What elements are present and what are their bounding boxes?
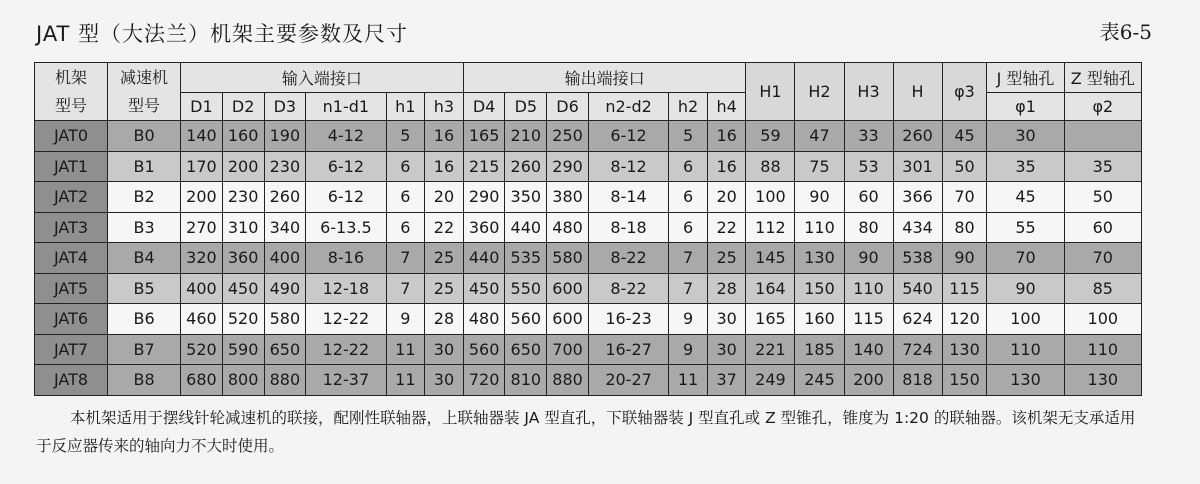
header-H1: H1 (746, 63, 795, 121)
table-cell: 160 (795, 304, 844, 335)
table-cell: 33 (844, 121, 893, 152)
table-cell: 680 (181, 365, 223, 396)
frame-model-cell: JAT0 (35, 121, 108, 152)
reducer-model-cell: B6 (108, 304, 181, 335)
header-D3: D3 (264, 93, 306, 121)
table-cell: 560 (463, 334, 505, 365)
table-cell: 22 (707, 212, 746, 243)
table-cell: 88 (746, 151, 795, 182)
table-cell: 16 (707, 121, 746, 152)
header-H2: H2 (795, 63, 844, 121)
table-cell: 350 (505, 182, 547, 213)
table-cell: 115 (942, 273, 987, 304)
table-cell: 130 (795, 243, 844, 274)
table-cell: 6-12 (588, 121, 668, 152)
table-cell: 130 (1064, 365, 1141, 396)
table-cell: 520 (222, 304, 264, 335)
table-cell: 20 (707, 182, 746, 213)
table-cell: 560 (505, 304, 547, 335)
header-input-interface: 输入端接口 (181, 63, 464, 93)
header-H3: H3 (844, 63, 893, 121)
table-cell: 190 (264, 121, 306, 152)
table-row (35, 243, 1142, 274)
table-cell: 165 (746, 304, 795, 335)
frame-model-cell: JAT2 (35, 182, 108, 213)
table-cell: 400 (264, 243, 306, 274)
table-cell: 6 (386, 212, 425, 243)
table-cell: 25 (425, 273, 464, 304)
table-cell: 535 (505, 243, 547, 274)
header-h2: h2 (669, 93, 708, 121)
table-cell: 150 (942, 365, 987, 396)
table-cell: 90 (942, 243, 987, 274)
table-cell: 53 (844, 151, 893, 182)
table-cell: 45 (942, 121, 987, 152)
table-cell: 100 (987, 304, 1064, 335)
reducer-model-cell: B1 (108, 151, 181, 182)
table-row (35, 121, 1142, 152)
table-cell: 59 (746, 121, 795, 152)
table-cell: 5 (386, 121, 425, 152)
table-cell: 624 (893, 304, 942, 335)
table-cell: 434 (893, 212, 942, 243)
header-h4: h4 (707, 93, 746, 121)
table-cell: 8-16 (306, 243, 386, 274)
table-cell: 12-18 (306, 273, 386, 304)
table-cell: 120 (942, 304, 987, 335)
table-cell: 600 (547, 273, 589, 304)
table-cell: 7 (669, 273, 708, 304)
table-cell: 28 (707, 273, 746, 304)
table-row (35, 182, 1142, 213)
table-cell: 600 (547, 304, 589, 335)
table-cell: 85 (1064, 273, 1141, 304)
table-cell: 6 (669, 212, 708, 243)
header-n2d2: n2-d2 (588, 93, 668, 121)
table-cell: 60 (1064, 212, 1141, 243)
table-cell: 25 (707, 243, 746, 274)
table-cell: 9 (386, 304, 425, 335)
table-cell: 800 (222, 365, 264, 396)
table-cell: 8-18 (588, 212, 668, 243)
table-cell: 340 (264, 212, 306, 243)
header-D6: D6 (547, 93, 589, 121)
table-cell: 580 (547, 243, 589, 274)
table-cell: 150 (795, 273, 844, 304)
footnote: 本机架适用于摆线针轮减速机的联接，配刚性联轴器，上联轴器装 JA 型直孔，下联轴器装 J 型直孔或 Z 型锥孔，锥度为 1:20 的联轴器。该机架无支承适用于反应器传来的轴向力不大时使用。 (36, 409, 1136, 455)
table-cell: 550 (505, 273, 547, 304)
table-cell: 230 (264, 151, 306, 182)
table-cell: 80 (844, 212, 893, 243)
table-cell: 28 (425, 304, 464, 335)
header-frame-model: 机架 型号 (35, 63, 108, 121)
table-cell: 45 (987, 182, 1064, 213)
table-cell: 580 (264, 304, 306, 335)
header-D4: D4 (463, 93, 505, 121)
table-cell: 30 (707, 304, 746, 335)
reducer-model-cell: B5 (108, 273, 181, 304)
table-cell: 245 (795, 365, 844, 396)
reducer-model-cell: B2 (108, 182, 181, 213)
table-cell: 80 (942, 212, 987, 243)
table-cell: 11 (386, 334, 425, 365)
table-cell: 6 (386, 182, 425, 213)
table-cell: 16 (425, 151, 464, 182)
table-cell: 130 (987, 365, 1064, 396)
header-phi3: φ3 (942, 63, 987, 121)
table-cell: 20 (425, 182, 464, 213)
table-cell: 380 (547, 182, 589, 213)
table-row (35, 365, 1142, 396)
table-cell: 30 (987, 121, 1064, 152)
table-cell (1064, 121, 1141, 152)
table-cell: 301 (893, 151, 942, 182)
table-cell: 215 (463, 151, 505, 182)
reducer-model-cell: B0 (108, 121, 181, 152)
table-cell: 249 (746, 365, 795, 396)
table-cell: 100 (1064, 304, 1141, 335)
table-cell: 90 (795, 182, 844, 213)
table-row (35, 151, 1142, 182)
table-cell: 440 (505, 212, 547, 243)
reducer-model-cell: B3 (108, 212, 181, 243)
table-cell: 115 (844, 304, 893, 335)
table-cell: 230 (222, 182, 264, 213)
table-cell: 221 (746, 334, 795, 365)
table-cell: 700 (547, 334, 589, 365)
table-cell: 140 (844, 334, 893, 365)
table-cell: 110 (987, 334, 1064, 365)
table-cell: 6 (669, 182, 708, 213)
table-cell: 200 (222, 151, 264, 182)
table-cell: 112 (746, 212, 795, 243)
table-cell: 360 (222, 243, 264, 274)
table-cell: 8-14 (588, 182, 668, 213)
table-cell: 25 (425, 243, 464, 274)
table-cell: 6-12 (306, 151, 386, 182)
table-cell: 320 (181, 243, 223, 274)
table-cell: 75 (795, 151, 844, 182)
table-cell: 720 (463, 365, 505, 396)
table-cell: 9 (669, 304, 708, 335)
header-H: H (893, 63, 942, 121)
frame-model-cell: JAT8 (35, 365, 108, 396)
header-z-shaft-hole: Z 型轴孔 (1064, 63, 1141, 93)
table-cell: 170 (181, 151, 223, 182)
table-number: 表6-5 (1099, 20, 1152, 44)
table-cell: 724 (893, 334, 942, 365)
frame-model-cell: JAT4 (35, 243, 108, 274)
table-cell: 16 (425, 121, 464, 152)
table-cell: 30 (707, 334, 746, 365)
table-cell: 310 (222, 212, 264, 243)
table-cell: 12-37 (306, 365, 386, 396)
table-cell: 260 (264, 182, 306, 213)
table-body (35, 121, 1142, 396)
header-h3: h3 (425, 93, 464, 121)
table-cell: 6 (386, 151, 425, 182)
table-cell: 8-12 (588, 151, 668, 182)
table-cell: 110 (844, 273, 893, 304)
table-cell: 9 (669, 334, 708, 365)
reducer-model-cell: B4 (108, 243, 181, 274)
header-reducer-model: 减速机 型号 (108, 63, 181, 121)
table-cell: 480 (547, 212, 589, 243)
table-cell: 7 (669, 243, 708, 274)
page-title: JAT 型（大法兰）机架主要参数及尺寸 (36, 22, 409, 46)
table-cell: 11 (669, 365, 708, 396)
table-cell: 290 (547, 151, 589, 182)
table-cell: 16-23 (588, 304, 668, 335)
table-cell: 140 (181, 121, 223, 152)
table-cell: 200 (181, 182, 223, 213)
table-row (35, 304, 1142, 335)
table-cell: 35 (987, 151, 1064, 182)
table-cell: 16-27 (588, 334, 668, 365)
frame-model-cell: JAT6 (35, 304, 108, 335)
table-cell: 11 (386, 365, 425, 396)
table-cell: 460 (181, 304, 223, 335)
table-cell: 8-22 (588, 243, 668, 274)
table-cell: 360 (463, 212, 505, 243)
table-cell: 540 (893, 273, 942, 304)
table-cell: 8-22 (588, 273, 668, 304)
table-cell: 650 (505, 334, 547, 365)
table-cell: 16 (707, 151, 746, 182)
table-cell: 70 (987, 243, 1064, 274)
table-cell: 37 (707, 365, 746, 396)
table-cell: 440 (463, 243, 505, 274)
header-j-shaft-hole: J 型轴孔 (987, 63, 1064, 93)
table-cell: 20-27 (588, 365, 668, 396)
table-cell: 538 (893, 243, 942, 274)
table-cell: 4-12 (306, 121, 386, 152)
header-D1: D1 (181, 93, 223, 121)
table-cell: 450 (463, 273, 505, 304)
table-cell: 250 (547, 121, 589, 152)
table-cell: 7 (386, 243, 425, 274)
table-cell: 7 (386, 273, 425, 304)
header-h1: h1 (386, 93, 425, 121)
table-cell: 290 (463, 182, 505, 213)
table-cell: 480 (463, 304, 505, 335)
frame-model-cell: JAT7 (35, 334, 108, 365)
reducer-model-cell: B7 (108, 334, 181, 365)
table-cell: 100 (746, 182, 795, 213)
table-cell: 55 (987, 212, 1064, 243)
header-phi2: φ2 (1064, 93, 1141, 121)
frame-model-cell: JAT5 (35, 273, 108, 304)
table-cell: 160 (222, 121, 264, 152)
table-cell: 60 (844, 182, 893, 213)
table-cell: 450 (222, 273, 264, 304)
table-cell: 145 (746, 243, 795, 274)
table-row (35, 334, 1142, 365)
table-cell: 70 (1064, 243, 1141, 274)
reducer-model-cell: B8 (108, 365, 181, 396)
header-n1d1: n1-d1 (306, 93, 386, 121)
table-cell: 70 (942, 182, 987, 213)
table-cell: 50 (942, 151, 987, 182)
table-cell: 880 (264, 365, 306, 396)
header-phi1: φ1 (987, 93, 1064, 121)
table-cell: 130 (942, 334, 987, 365)
table-row (35, 273, 1142, 304)
table-cell: 110 (795, 212, 844, 243)
table-cell: 490 (264, 273, 306, 304)
header-D2: D2 (222, 93, 264, 121)
header-output-interface: 输出端接口 (463, 63, 746, 93)
table-cell: 520 (181, 334, 223, 365)
table-cell: 185 (795, 334, 844, 365)
table-cell: 400 (181, 273, 223, 304)
table-cell: 5 (669, 121, 708, 152)
table-cell: 47 (795, 121, 844, 152)
table-cell: 30 (425, 365, 464, 396)
table-cell: 590 (222, 334, 264, 365)
frame-model-cell: JAT3 (35, 212, 108, 243)
table-cell: 35 (1064, 151, 1141, 182)
table-cell: 22 (425, 212, 464, 243)
table-cell: 30 (425, 334, 464, 365)
table-cell: 110 (1064, 334, 1141, 365)
table-cell: 90 (844, 243, 893, 274)
table-cell: 818 (893, 365, 942, 396)
table-cell: 6-13.5 (306, 212, 386, 243)
frame-model-cell: JAT1 (35, 151, 108, 182)
table-cell: 366 (893, 182, 942, 213)
table-cell: 90 (987, 273, 1064, 304)
table-cell: 165 (463, 121, 505, 152)
table-cell: 164 (746, 273, 795, 304)
table-cell: 12-22 (306, 304, 386, 335)
table-cell: 880 (547, 365, 589, 396)
table-cell: 200 (844, 365, 893, 396)
table-cell: 210 (505, 121, 547, 152)
table-cell: 650 (264, 334, 306, 365)
table-cell: 260 (505, 151, 547, 182)
table-cell: 260 (893, 121, 942, 152)
parameters-table (34, 62, 1142, 396)
table-cell: 810 (505, 365, 547, 396)
table-cell: 6 (669, 151, 708, 182)
table-cell: 270 (181, 212, 223, 243)
table-cell: 12-22 (306, 334, 386, 365)
table-cell: 6-12 (306, 182, 386, 213)
table-row (35, 212, 1142, 243)
table-cell: 50 (1064, 182, 1141, 213)
header-D5: D5 (505, 93, 547, 121)
